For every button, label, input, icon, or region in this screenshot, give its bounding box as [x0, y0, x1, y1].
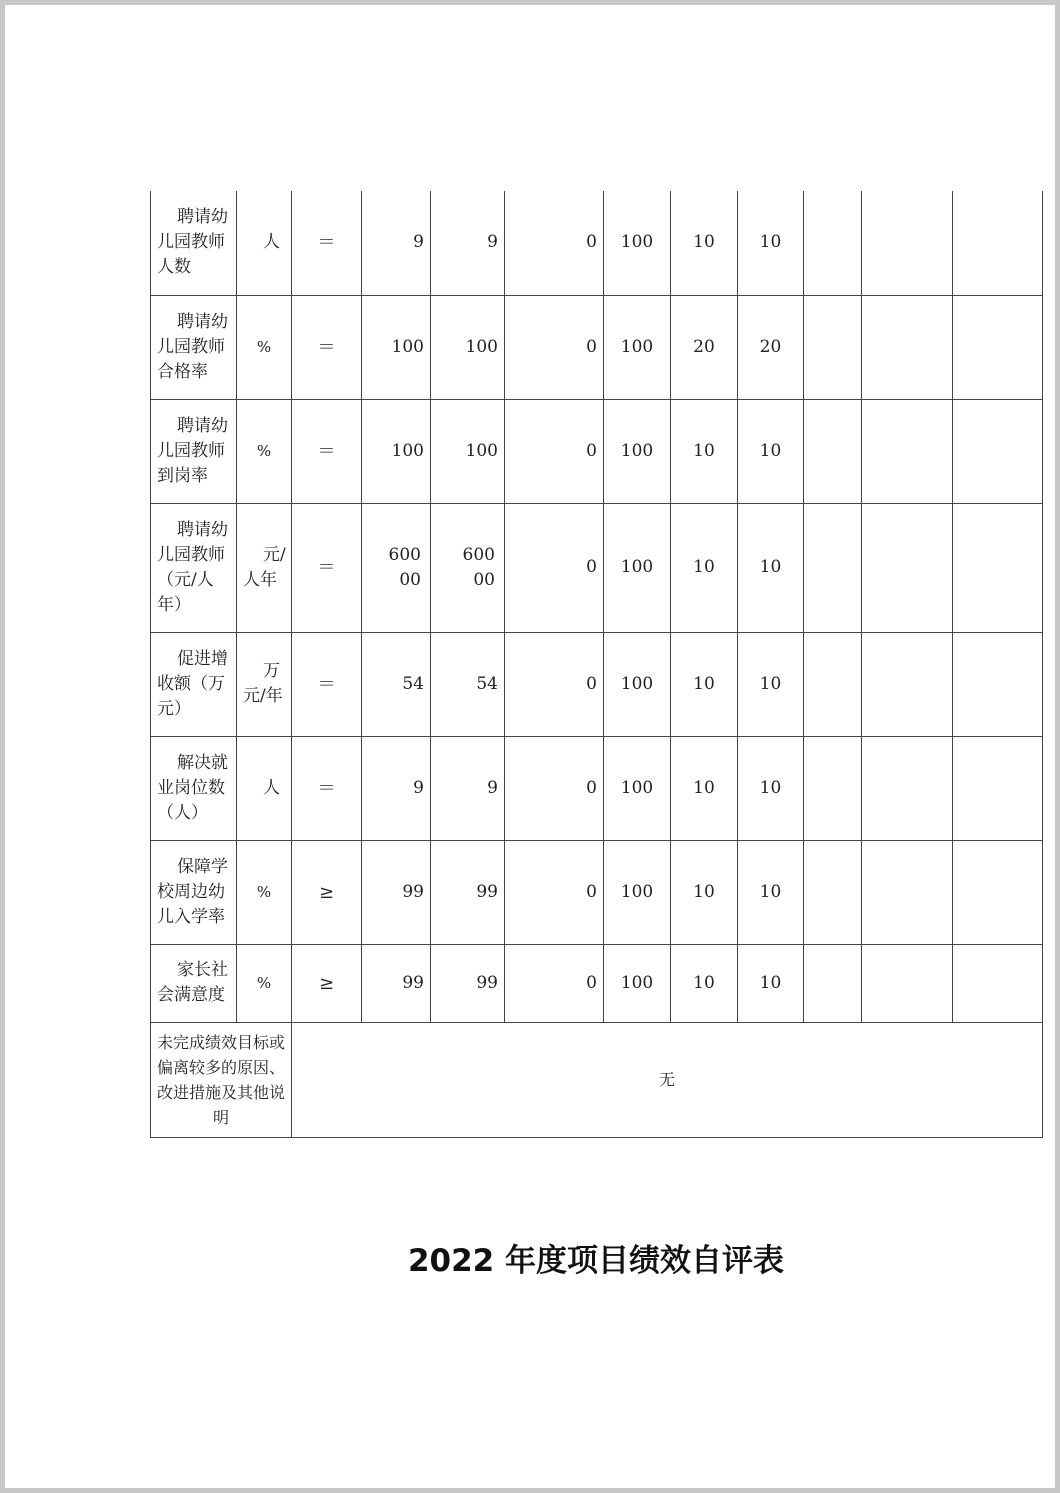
- unit-cell: 元/人年: [237, 503, 292, 632]
- note-row: [151, 1022, 1043, 1137]
- completion-rate-cell: 100: [604, 840, 671, 944]
- target-value-cell: 99: [362, 840, 431, 944]
- empty-cell: [953, 632, 1043, 736]
- score-cell: 10: [738, 503, 804, 632]
- empty-cell: [862, 736, 953, 840]
- indicator-cell: 促进增收额（万元）: [151, 632, 237, 736]
- table-row: [151, 840, 1043, 944]
- unit-cell: 人: [237, 736, 292, 840]
- operator-cell: ＝: [292, 295, 362, 399]
- note-label: 未完成绩效目标或偏离较多的原因、改进措施及其他说明: [151, 1022, 292, 1137]
- completion-rate-cell: 100: [604, 736, 671, 840]
- empty-cell: [804, 503, 862, 632]
- actual-value-cell: 54: [431, 632, 505, 736]
- actual-value-cell: 99: [431, 944, 505, 1022]
- empty-cell: [862, 295, 953, 399]
- table-row: [151, 399, 1043, 503]
- table-row: [151, 191, 1043, 295]
- score-cell: 10: [738, 399, 804, 503]
- completion-rate-cell: 100: [604, 503, 671, 632]
- deviation-cell: 0: [505, 399, 604, 503]
- indicator-cell: 聘请幼儿园教师（元/人年）: [151, 503, 237, 632]
- empty-cell: [804, 632, 862, 736]
- empty-cell: [953, 736, 1043, 840]
- target-value-cell: 99: [362, 944, 431, 1022]
- unit-cell: 万元/年: [237, 632, 292, 736]
- weight-cell: 10: [671, 191, 738, 295]
- target-value-cell: 100: [362, 399, 431, 503]
- weight-cell: 10: [671, 840, 738, 944]
- indicator-cell: 家长社会满意度: [151, 944, 237, 1022]
- table-row: [151, 632, 1043, 736]
- completion-rate-cell: 100: [604, 632, 671, 736]
- unit-cell: 人: [237, 191, 292, 295]
- score-cell: 10: [738, 736, 804, 840]
- empty-cell: [953, 191, 1043, 295]
- operator-cell: ＝: [292, 191, 362, 295]
- performance-table: [150, 191, 1043, 1138]
- weight-cell: 10: [671, 736, 738, 840]
- empty-cell: [804, 736, 862, 840]
- unit-cell: %: [237, 840, 292, 944]
- indicator-cell: 解决就业岗位数（人）: [151, 736, 237, 840]
- target-value-cell: 9: [362, 736, 431, 840]
- score-cell: 10: [738, 840, 804, 944]
- deviation-cell: 0: [505, 503, 604, 632]
- deviation-cell: 0: [505, 944, 604, 1022]
- target-value-cell: 9: [362, 191, 431, 295]
- weight-cell: 10: [671, 944, 738, 1022]
- indicator-cell: 聘请幼儿园教师合格率: [151, 295, 237, 399]
- page-title: 2022 年度项目绩效自评表: [407, 1243, 785, 1279]
- deviation-cell: 0: [505, 736, 604, 840]
- table-row: [151, 736, 1043, 840]
- actual-value-cell: 100: [431, 399, 505, 503]
- score-cell: 20: [738, 295, 804, 399]
- unit-cell: %: [237, 944, 292, 1022]
- operator-cell: ＝: [292, 399, 362, 503]
- actual-value-cell: 99: [431, 840, 505, 944]
- deviation-cell: 0: [505, 295, 604, 399]
- empty-cell: [862, 503, 953, 632]
- empty-cell: [953, 295, 1043, 399]
- table-row: [151, 503, 1043, 632]
- empty-cell: [953, 840, 1043, 944]
- score-cell: 10: [738, 191, 804, 295]
- operator-cell: ≥: [292, 944, 362, 1022]
- empty-cell: [862, 191, 953, 295]
- weight-cell: 10: [671, 632, 738, 736]
- document-page: [5, 5, 1055, 1488]
- note-value: 无: [292, 1022, 1043, 1137]
- completion-rate-cell: 100: [604, 191, 671, 295]
- completion-rate-cell: 100: [604, 295, 671, 399]
- empty-cell: [953, 503, 1043, 632]
- empty-cell: [804, 840, 862, 944]
- target-value-cell: 54: [362, 632, 431, 736]
- completion-rate-cell: 100: [604, 944, 671, 1022]
- target-value-cell: 60000: [362, 503, 431, 632]
- weight-cell: 10: [671, 503, 738, 632]
- empty-cell: [953, 944, 1043, 1022]
- target-value-cell: 100: [362, 295, 431, 399]
- weight-cell: 10: [671, 399, 738, 503]
- empty-cell: [804, 399, 862, 503]
- operator-cell: ＝: [292, 736, 362, 840]
- indicator-cell: 保障学校周边幼儿入学率: [151, 840, 237, 944]
- actual-value-cell: 9: [431, 191, 505, 295]
- empty-cell: [953, 399, 1043, 503]
- weight-cell: 20: [671, 295, 738, 399]
- empty-cell: [862, 840, 953, 944]
- unit-cell: %: [237, 295, 292, 399]
- empty-cell: [862, 632, 953, 736]
- indicator-cell: 聘请幼儿园教师人数: [151, 191, 237, 295]
- score-cell: 10: [738, 632, 804, 736]
- deviation-cell: 0: [505, 632, 604, 736]
- empty-cell: [804, 944, 862, 1022]
- table-row: [151, 944, 1043, 1022]
- actual-value-cell: 100: [431, 295, 505, 399]
- empty-cell: [862, 944, 953, 1022]
- deviation-cell: 0: [505, 191, 604, 295]
- actual-value-cell: 60000: [431, 503, 505, 632]
- empty-cell: [804, 295, 862, 399]
- operator-cell: ≥: [292, 840, 362, 944]
- operator-cell: ＝: [292, 632, 362, 736]
- empty-cell: [862, 399, 953, 503]
- empty-cell: [804, 191, 862, 295]
- operator-cell: ＝: [292, 503, 362, 632]
- unit-cell: %: [237, 399, 292, 503]
- actual-value-cell: 9: [431, 736, 505, 840]
- deviation-cell: 0: [505, 840, 604, 944]
- completion-rate-cell: 100: [604, 399, 671, 503]
- indicator-cell: 聘请幼儿园教师到岗率: [151, 399, 237, 503]
- table-row: [151, 295, 1043, 399]
- score-cell: 10: [738, 944, 804, 1022]
